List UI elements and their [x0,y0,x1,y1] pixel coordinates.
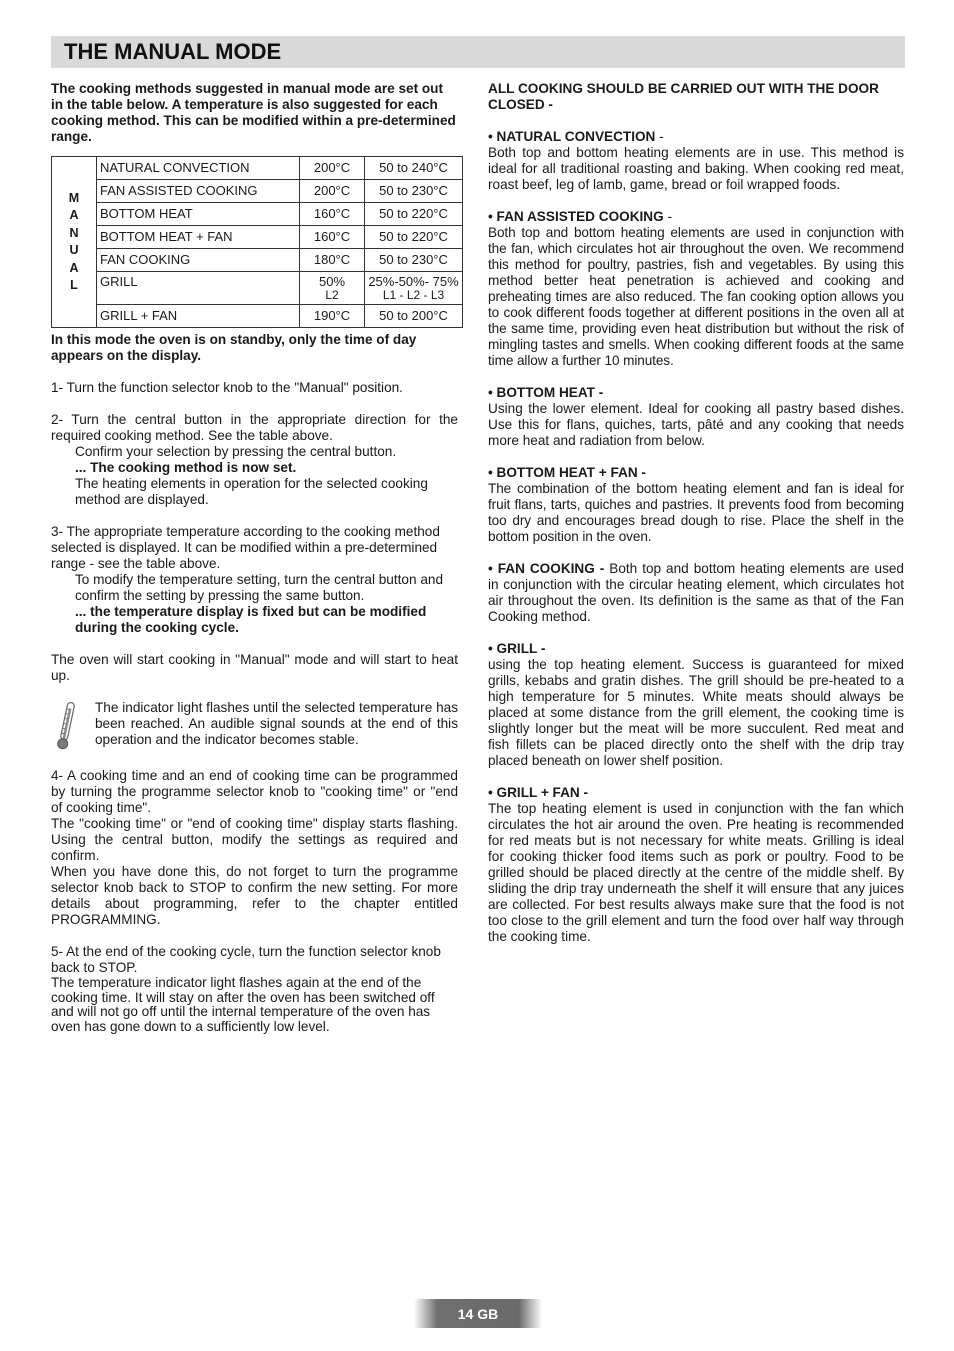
page-number [414,1299,542,1328]
table-cell-temp: 50% L2 [300,272,365,305]
step-4-display: The "cooking time" or "end of cooking time" display starts flashing. Using the central button, modify the settings as required and confirm. [51,816,458,863]
table-row [52,180,463,203]
table-cell-temp: 160°C [300,203,365,226]
table-cell-range: 50 to 240°C [365,157,463,180]
table-cell-range: 50 to 230°C [365,249,463,272]
table-cell-mode: BOTTOM HEAT [97,203,300,226]
page-title: THE MANUAL MODE [64,39,282,64]
section-fan-assisted: • FAN ASSISTED COOKING - [488,209,673,224]
grill-text: using the top heating element. Success is guaranteed for mixed grills, kebabs and gratin dishes. The grill should be pre-heated to a high temperature for 5 minutes. White meats should always be placed at some distance from the grill element, the cooking time is slightly longer but the meat will be more succulent. Red meat and fish fillets can be placed directly onto the shelf with the drip tray placed beneath on lower shelf position. [488,657,904,768]
table-cell-temp: 190°C [300,305,365,328]
table-cell-range: 50 to 200°C [365,305,463,328]
table-row [52,305,463,328]
table-cell-mode: FAN ASSISTED COOKING [97,180,300,203]
table-cell-mode: FAN COOKING [97,249,300,272]
table-cell-range: 50 to 220°C [365,226,463,249]
title-bar [51,36,905,68]
table-row [52,226,463,249]
manual-vertical-label: M A N U A L [52,157,97,328]
fan-cooking-heading: • FAN COOKING - [488,561,605,576]
fan-cooking-text: Both top and bottom heating elements are used in conjunction with the circular heating element, which circulates hot air throughout the oven. Its definition is the same as that of the Fan Cooking method. [488,561,904,624]
fan-assisted-heading: • FAN ASSISTED COOKING [488,209,664,224]
step-4-stop: When you have done this, do not forget to turn the programme selector knob back to STOP to confirm the new setting. For more details about programming, refer to the chapter entitled PROGRAMMING. [51,864,458,927]
table-cell-temp: 160°C [300,226,365,249]
grill-fan-text: The top heating element is used in conjunction with the fan which circulates the hot air around the oven. Pre heating is recommended for red meats but is not necessary for white meats. Grilling is ideal for cooking thicker food items such as pork or poultry. Food to be grilled should be placed directly at the centre of the middle shelf. By sliding the drip tray underneath the shelf it will ensure that any juices are collected. For best results always make sure that the food is not too close to the grill element and turn the food over half way through the cooking time. [488,801,904,944]
grill-heading: • GRILL - [488,641,546,656]
step-5-indicator: The temperature indicator light flashes again at the end of the cooking time. It will stay on after the oven has been switched off and will not go off until the internal temperature of the oven has oven has gone down to a sufficiently low level. [51,975,435,1034]
table-cell-temp: 200°C [300,180,365,203]
step-2-elements: The heating elements in operation for the selected cooking method are displayed. [75,476,428,507]
bottom-heat-fan-heading: • BOTTOM HEAT + FAN - [488,465,646,480]
section-fan-cooking [488,561,904,625]
manual-modes-table [51,156,463,328]
table-row [52,203,463,226]
table-cell-range: 50 to 220°C [365,203,463,226]
start-text: The oven will start cooking in "Manual" mode and will start to heat up. [51,652,458,683]
indicator-note [51,700,458,752]
table-cell-range: 50 to 230°C [365,180,463,203]
standby-text: In this mode the oven is on standby, only the time of day appears on the display. [51,332,417,363]
step-2-confirm: Confirm your selection by pressing the central button. [75,444,397,459]
bottom-heat-fan-text: The combination of the bottom heating element and fan is ideal for fruit flans, tarts, quiches and pastries. It prevents food from becoming too dry and encourages bread dough to rise. Place the shelf in the bottom position in the oven. [488,481,904,544]
thermometer-icon [51,700,95,752]
step-2: 2- Turn the central button in the appropriate direction for the required cooking method. See the table above. [51,412,458,443]
table-cell-mode: BOTTOM HEAT + FAN [97,226,300,249]
table-cell-range: 25%-50%- 75% L1 - L2 - L3 [365,272,463,305]
step-5: 5- At the end of the cooking cycle, turn the function selector knob back to STOP. [51,944,441,975]
step-3-fixed: ... the temperature display is fixed but can be modified during the cooking cycle. [75,604,427,635]
bottom-heat-text: Using the lower element. Ideal for cooking all pastry based dishes. Use this for flans, quiches, tarts, pâté and any cooking that needs more heat and radiation from below. [488,401,904,448]
left-column [51,81,458,1034]
indicator-note-text: The indicator light flashes until the selected temperature has been reached. An audible signal sounds at the end of this operation and the indicator becomes stable. [95,700,458,747]
table-cell-mode: GRILL [97,272,300,305]
bottom-heat-heading: • BOTTOM HEAT - [488,385,604,400]
table-row [52,157,463,180]
page-number-label: 14 GB [457,1305,499,1322]
step-4: 4- A cooking time and an end of cooking time can be programmed by turning the programme selector knob to "cooking time" or "end of cooking time". [51,768,458,815]
right-column [488,81,904,945]
fan-assisted-text: Both top and bottom heating elements are used in conjunction with the fan, which circulates hot air throughout the oven. We recommend this method for poultry, pastries, fish and vegetables. By using this method better heat penetration is achieved and cooking and preheating times are also reduced. The fan cooking option allows you to cook different foods together at different positions in the oven all at the same time, providing even heat distribution but without the risk of mingling tastes and smells. When cooking different foods at the same time allow a further 10 minutes. [488,225,904,368]
step-3: 3- The appropriate temperature according to the cooking method selected is displayed. It can be modified within a pre-determined range - see the table above. [51,524,440,571]
table-cell-mode: NATURAL CONVECTION [97,157,300,180]
table-row [52,272,463,305]
table-cell-temp: 200°C [300,157,365,180]
door-warning: ALL COOKING SHOULD BE CARRIED OUT WITH THE DOOR CLOSED - [488,81,879,112]
natural-convection-heading: • NATURAL CONVECTION [488,129,656,144]
grill-fan-heading: • GRILL + FAN - [488,785,589,800]
table-row [52,249,463,272]
step-2-set: ... The cooking method is now set. [75,460,297,475]
intro-text: The cooking methods suggested in manual mode are set out in the table below. A temperature is also suggested for each cooking method. This can be modified within a pre-determined range. [51,81,456,144]
table-cell-mode: GRILL + FAN [97,305,300,328]
section-natural-convection: • NATURAL CONVECTION - [488,129,664,144]
natural-convection-text: Both top and bottom heating elements are in use. This method is ideal for all traditional roasting and baking. When cooking red meat, roast beef, leg of lamb, game, bread or foil wrapped foods. [488,145,904,192]
step-1: 1- Turn the function selector knob to the "Manual" position. [51,380,403,395]
table-cell-temp: 180°C [300,249,365,272]
step-3-modify: To modify the temperature setting, turn the central button and confirm the setting by pressing the same button. [75,572,443,603]
